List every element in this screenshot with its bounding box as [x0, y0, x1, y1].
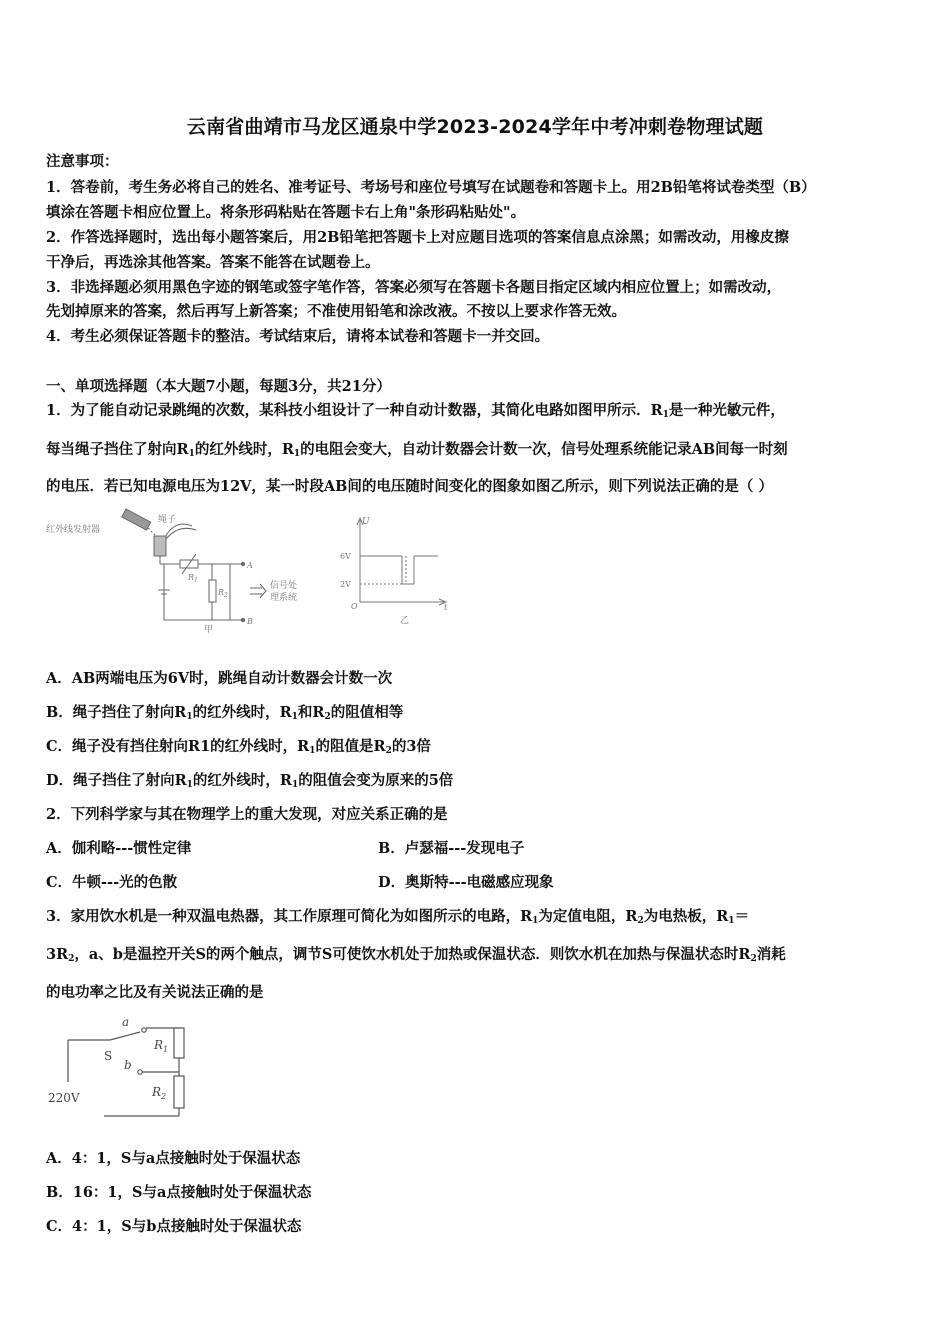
q2-option-c: C．牛顿---光的色散 — [46, 874, 178, 891]
terminal-a-label: A — [247, 561, 253, 570]
r2-label: $R_2$ — [218, 588, 228, 599]
notice-line: 填涂在答题卡相应位置上。将条形码粘贴在答题卡右上角"条形码粘贴处"。 — [46, 204, 526, 221]
q1-stem-line-1: 1．为了能自动记录跳绳的次数，某科技小组设计了一种自动计数器，其简化电路如图甲所示．$R_1$是一种光敏元件， — [46, 402, 785, 420]
page-title: 云南省曲靖市马龙区通泉中学2023-2024学年中考冲刺卷物理试题 — [186, 116, 764, 138]
q1-stem-line-2: 每当绳子挡住了射向$R_1$的红外线时，$R_1$的电阻会变大，自动计数器会计数一次，信号处理系统能记录AB间每一时刻 — [46, 441, 788, 459]
switch-s-label: S — [104, 1049, 113, 1063]
figure-caption-jia: 甲 — [204, 625, 214, 634]
contact-b-label: b — [124, 1058, 132, 1072]
q3-stem-line-2: $3R_2$，a、b是温控开关S的两个触点，调节S可使饮水机处于加热或保温状态．则饮水机在加热与保温状态时$R_2$消耗 — [46, 946, 786, 964]
q2-stem: 2．下列科学家与其在物理学上的重大发现，对应关系正确的是 — [46, 806, 448, 823]
r2-label: $R_2$ — [152, 1085, 167, 1101]
section-heading: 一、单项选择题（本大题7小题，每题3分，共21分） — [46, 378, 391, 395]
q3-option-c: C．4：1，S与b点接触时处于保温状态 — [46, 1218, 302, 1235]
contact-a-label: a — [122, 1015, 130, 1029]
q1-stem-line-3: 的电压．若已知电源电压为12V，某一时段AB间的电压随时间变化的图象如图乙所示，则下列说法正确的是（ ） — [46, 478, 773, 495]
notice-line: 先划掉原来的答案，然后再写上新答案；不准使用铅笔和涂改液。不按以上要求作答无效。 — [46, 303, 626, 320]
q2-option-b: B．卢瑟福---发现电子 — [378, 840, 525, 857]
notice-line: 4．考生必须保证答题卡的整洁。考试结束后，请将本试卷和答题卡一并交回。 — [46, 328, 550, 345]
q1-option-c: C．绳子没有挡住射向R1的红外线时，$R_1$的阻值是$R_2$的3倍 — [46, 738, 431, 756]
q3-option-b: B．16：1，S与a点接触时处于保温状态 — [46, 1184, 312, 1201]
q1-option-d: D．绳子挡住了射向$R_1$的红外线时，$R_1$的阻值会变为原来的5倍 — [46, 772, 454, 790]
figure-caption-yi: 乙 — [400, 616, 410, 626]
q1-figure-voltage-graph — [340, 512, 460, 628]
q3-figure-circuit — [44, 1012, 204, 1122]
notice-line: 干净后，再选涂其他答案。答案不能答在试题卷上。 — [46, 254, 380, 271]
notice-line: 1．答卷前，考生务必将自己的姓名、准考证号、考场号和座位号填写在试题卷和答题卡上。用2B铅笔将试卷类型（B） — [46, 179, 816, 196]
notice-header: 注意事项： — [46, 153, 119, 170]
axis-u-label: U — [362, 517, 370, 527]
q3-stem-line-3: 的电功率之比及有关说法正确的是 — [46, 984, 264, 1001]
q1-option-a: A．AB两端电压为6V时，跳绳自动计数器会计数一次 — [46, 670, 393, 687]
signal-label: 信号处 — [270, 581, 298, 591]
r1-label: $R_1$ — [154, 1038, 169, 1054]
tick-6v: 6V — [340, 552, 351, 561]
notice-line: 3．非选择题必须用黑色字迹的钢笔或签字笔作答，答案必须写在答题卡各题目指定区域内相应位置上；如需改动， — [46, 279, 782, 296]
emitter-label: 红外线发射器 — [46, 525, 101, 535]
q2-option-a: A．伽利略---惯性定律 — [46, 840, 192, 857]
q3-option-a: A．4：1，S与a点接触时处于保温状态 — [46, 1150, 301, 1167]
voltage-label: 220V — [48, 1091, 80, 1105]
tick-2v: 2V — [340, 580, 351, 589]
axis-t-label: t — [444, 603, 448, 612]
origin-label: O — [351, 602, 358, 611]
q3-stem-line-1: 3．家用饮水机是一种双温电热器，其工作原理可简化为如图所示的电路，$R_1$为定值电阻，$R_2$为电热板，$R_1=$ — [46, 908, 750, 926]
q2-option-d: D．奥斯特---电磁感应现象 — [378, 874, 554, 891]
terminal-b-label: B — [247, 617, 253, 626]
q1-figure-circuit — [44, 508, 314, 634]
rope-label: 绳子 — [158, 515, 177, 525]
signal-label: 理系统 — [270, 593, 298, 603]
q1-option-b: B．绳子挡住了射向$R_1$的红外线时，$R_1$和$R_2$的阻值相等 — [46, 704, 404, 722]
r1-label: $R_1$ — [188, 573, 198, 584]
notice-line: 2．作答选择题时，选出每小题答案后，用2B铅笔把答题卡上对应题目选项的答案信息点涂黑；如需改动，用橡皮擦 — [46, 229, 789, 246]
